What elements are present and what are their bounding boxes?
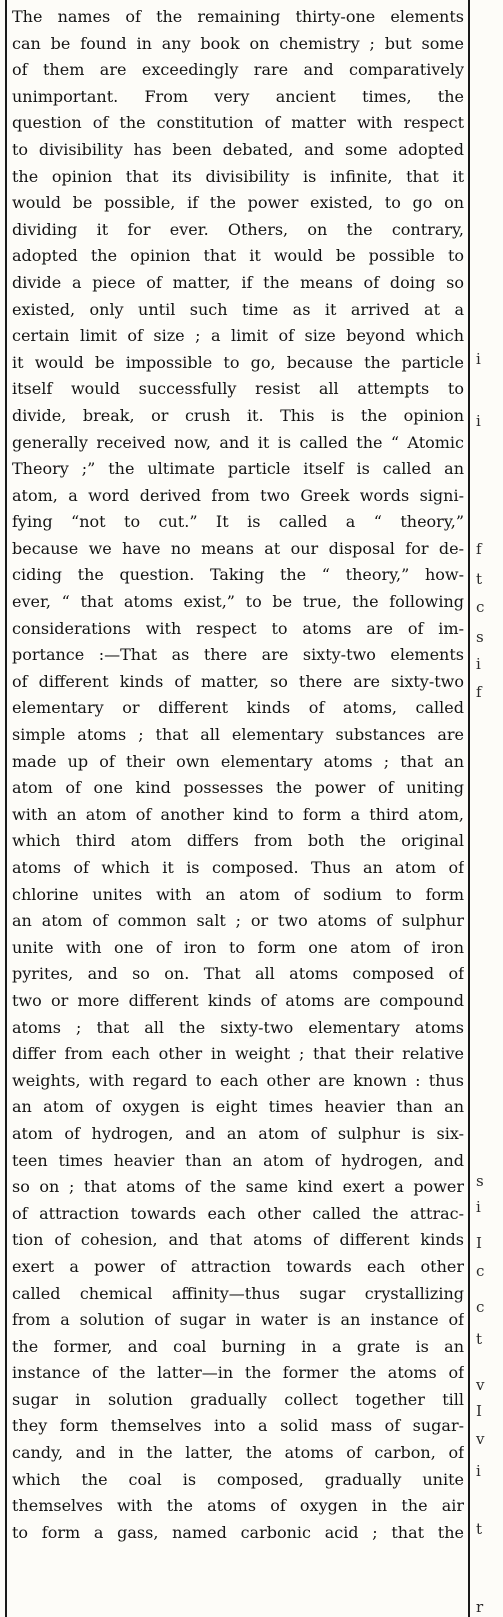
text-line: pyrites, and so on. That all atoms composed of	[12, 964, 464, 984]
text-line: to divisibility has been debated, and some adopted	[12, 139, 464, 159]
adjacent-column-fragments	[474, 0, 503, 1617]
text-line: the opinion that its divisibility is infinite, that it	[12, 166, 464, 186]
adjacent-column-fragment: f	[476, 683, 482, 701]
text-line: from a solution of sugar in water is an instance of	[12, 1310, 464, 1330]
article-column	[12, 4, 464, 1546]
text-line: the former, and coal burning in a grate is an	[12, 1336, 464, 1356]
text-line: certain limit of size ; a limit of size beyond which	[12, 326, 464, 346]
text-line: divide a piece of matter, if the means of doing so	[12, 272, 464, 292]
text-line: would be possible, if the power existed, to go on	[12, 193, 464, 213]
text-line: of them are exceedingly rare and comparatively	[12, 60, 464, 80]
text-line: instance of the latter—in the former the atoms of	[12, 1363, 464, 1383]
text-line: themselves with the atoms of oxygen in the air	[12, 1496, 464, 1516]
text-line: atom of hydrogen, and an atom of sulphur is six-	[12, 1123, 464, 1143]
text-line: called chemical affinity—thus sugar crystallizing	[12, 1283, 464, 1303]
text-line: The names of the remaining thirty-one elements	[12, 7, 464, 26]
text-line: considerations with respect to atoms are of im-	[12, 618, 464, 638]
text-line: weights, with regard to each other are known : thus	[12, 1070, 464, 1090]
adjacent-column-fragment: c	[476, 1262, 485, 1280]
text-line: exert a power of attraction towards each other	[12, 1256, 464, 1276]
adjacent-column-fragment: i	[476, 1198, 481, 1216]
text-line: generally received now, and it is called the “ Atomic	[12, 432, 464, 452]
text-line: which third atom differs from both the original	[12, 831, 464, 851]
text-line: existed, only until such time as it arrived at a	[12, 299, 464, 319]
text-line: so on ; that atoms of the same kind exert a power	[12, 1177, 464, 1197]
adjacent-column-fragment: i	[476, 1462, 481, 1480]
text-line: ever, “ that atoms exist,” to be true, the following	[12, 592, 464, 612]
text-line: chlorine unites with an atom of sodium to form	[12, 884, 464, 904]
adjacent-column-fragment: i	[476, 350, 481, 368]
text-line: because we have no means at our disposal for de-	[12, 538, 464, 558]
text-line: sugar in solution gradually collect together till	[12, 1389, 464, 1409]
text-line: of attraction towards each other called the attrac-	[12, 1203, 464, 1223]
text-line: atom of one kind possesses the power of uniting	[12, 778, 464, 798]
text-line: tion of cohesion, and that atoms of different kinds	[12, 1230, 464, 1250]
adjacent-column-fragment: s	[476, 1172, 484, 1190]
adjacent-column-fragment: r	[476, 1598, 484, 1616]
right-column-rule	[468, 0, 470, 1617]
text-line: an atom of oxygen is eight times heavier than an	[12, 1097, 464, 1117]
text-line: elementary or different kinds of atoms, called	[12, 698, 464, 718]
adjacent-column-fragment: v	[476, 1376, 485, 1394]
text-line: unimportant. From very ancient times, the	[12, 86, 464, 106]
text-line: unite with one of iron to form one atom of iron	[12, 937, 464, 957]
adjacent-column-fragment: t	[476, 1330, 483, 1348]
adjacent-column-fragment: v	[476, 1430, 485, 1448]
adjacent-column-fragment: t	[476, 1520, 483, 1538]
adjacent-column-fragment: c	[476, 598, 485, 616]
text-line: ciding the question. Taking the “ theory,” how-	[12, 565, 464, 585]
text-line: of different kinds of matter, so there are sixty-two	[12, 671, 464, 691]
text-line: atoms ; that all the sixty-two elementary atoms	[12, 1017, 464, 1037]
text-line: atoms of which it is composed. Thus an atom of	[12, 858, 464, 877]
left-column-rule	[5, 0, 7, 1617]
text-line: to form a gass, named carbonic acid ; that the	[12, 1522, 464, 1542]
text-line: question of the constitution of matter with respect	[12, 113, 464, 133]
text-line: can be found in any book on chemistry ; but some	[12, 33, 464, 53]
text-line: two or more different kinds of atoms are compound	[12, 990, 464, 1010]
text-line: differ from each other in weight ; that their relative	[12, 1044, 464, 1064]
text-line: atom, a word derived from two Greek words signi-	[12, 485, 464, 505]
adjacent-column-fragment: I	[476, 1402, 482, 1420]
text-line: with an atom of another kind to form a third atom,	[12, 804, 464, 824]
text-line: divide, break, or crush it. This is the opinion	[12, 405, 464, 425]
text-line: they form themselves into a solid mass of sugar-	[12, 1416, 464, 1436]
adjacent-column-fragment: c	[476, 1298, 485, 1316]
adjacent-column-fragment: s	[476, 628, 484, 646]
text-line: simple atoms ; that all elementary substances are	[12, 725, 464, 745]
text-line: portance :—That as there are sixty-two elements	[12, 645, 464, 665]
text-line: teen times heavier than an atom of hydrogen, and	[12, 1150, 464, 1170]
adjacent-column-fragment: I	[476, 1234, 482, 1252]
text-line: made up of their own elementary atoms ; that an	[12, 751, 464, 771]
text-line: which the coal is composed, gradually unite	[12, 1469, 464, 1489]
text-line: Theory ;” the ultimate particle itself is called an	[12, 459, 464, 479]
text-line: dividing it for ever. Others, on the contrary,	[12, 219, 464, 239]
text-line: itself would successfully resist all attempts to	[12, 379, 464, 399]
adjacent-column-fragment: i	[476, 412, 481, 430]
text-line: candy, and in the latter, the atoms of carbon, of	[12, 1443, 464, 1463]
text-line: an atom of common salt ; or two atoms of sulphur	[12, 911, 464, 931]
text-line: fying “not to cut.” It is called a “ theory,”	[12, 512, 464, 532]
text-line: adopted the opinion that it would be possible to	[12, 246, 464, 266]
adjacent-column-fragment: t	[476, 570, 483, 588]
adjacent-column-fragment: f	[476, 540, 482, 558]
text-line: it would be impossible to go, because the particle	[12, 352, 464, 372]
adjacent-column-fragment: i	[476, 655, 481, 673]
